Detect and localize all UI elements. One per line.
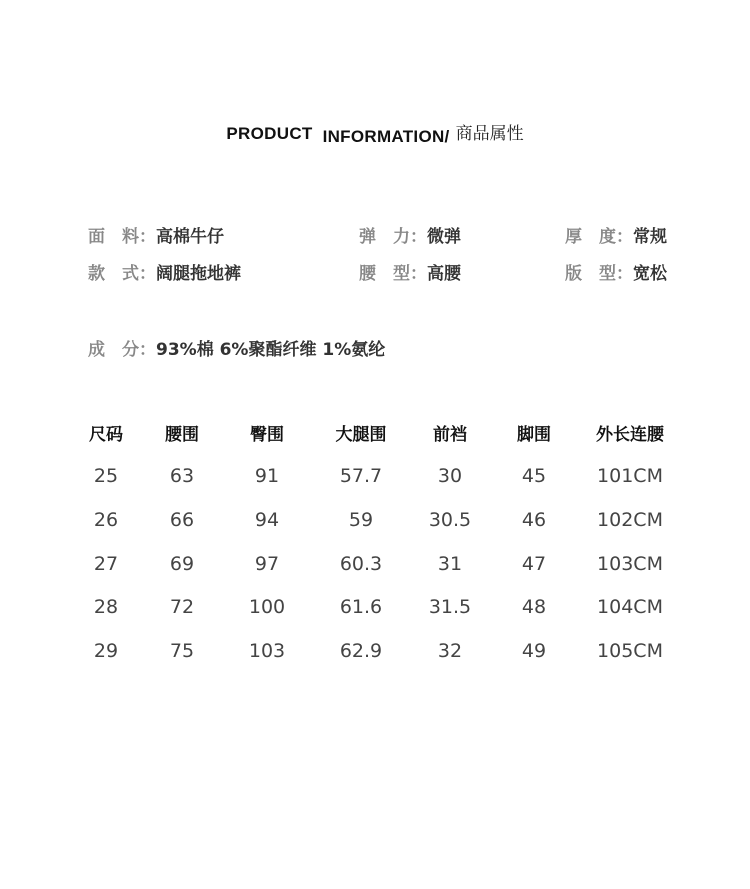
table-header-cell: 大腿围 [335, 425, 387, 445]
table-cell: 97 [254, 553, 280, 575]
table-cell: 30.5 [428, 509, 472, 531]
table-header-cell: 腰围 [165, 425, 199, 445]
table-cell: 72 [169, 596, 195, 618]
title-cn: 商品属性 [455, 124, 524, 144]
table-cell: 26 [93, 509, 119, 531]
table-cell: 28 [93, 596, 119, 618]
attr-waist-type [359, 259, 461, 284]
table-cell: 46 [521, 509, 547, 531]
table-cell: 69 [169, 553, 195, 575]
table-cell: 25 [93, 465, 119, 487]
table-cell: 61.6 [339, 596, 383, 618]
table-cell: 62.9 [339, 640, 383, 662]
attr-label: 腰 型： [359, 264, 427, 284]
attr-value: 微弹 [427, 227, 461, 247]
attr-value: 93%棉 6%聚酯纤维 1%氨纶 [156, 340, 386, 360]
table-cell: 27 [93, 553, 119, 575]
attr-value: 高棉牛仔 [156, 227, 224, 247]
attr-composition [88, 335, 385, 360]
table-cell: 91 [254, 465, 280, 487]
table-cell: 47 [521, 553, 547, 575]
attr-thickness [565, 222, 667, 247]
attr-elasticity [359, 222, 461, 247]
table-cell: 104CM [597, 596, 663, 618]
title-product: PRODUCT [226, 124, 313, 143]
table-header-cell: 臀围 [250, 425, 284, 445]
table-cell: 57.7 [339, 465, 383, 487]
table-cell: 66 [169, 509, 195, 531]
attr-label: 版 型： [565, 264, 633, 284]
table-cell: 31 [437, 553, 463, 575]
attr-label: 弹 力： [359, 227, 427, 247]
table-cell: 103CM [597, 553, 663, 575]
table-cell: 60.3 [339, 553, 383, 575]
table-header-cell: 前裆 [433, 425, 467, 445]
attr-style [88, 259, 241, 284]
page-title [0, 119, 750, 144]
table-cell: 59 [348, 509, 374, 531]
table-cell: 102CM [597, 509, 663, 531]
table-header-cell: 脚围 [517, 425, 551, 445]
table-cell: 105CM [597, 640, 663, 662]
table-cell: 75 [169, 640, 195, 662]
table-cell: 101CM [597, 465, 663, 487]
table-cell: 100 [248, 596, 286, 618]
table-header-cell: 尺码 [89, 425, 123, 445]
title-information: INFORMATION/ [322, 127, 450, 146]
attr-value: 宽松 [633, 264, 667, 284]
attr-fit [565, 259, 667, 284]
table-cell: 103 [248, 640, 286, 662]
table-cell: 48 [521, 596, 547, 618]
attr-value: 常规 [633, 227, 667, 247]
attr-label: 款 式： [88, 264, 156, 284]
table-cell: 32 [437, 640, 463, 662]
attr-label: 厚 度： [565, 227, 633, 247]
table-cell: 45 [521, 465, 547, 487]
table-cell: 63 [169, 465, 195, 487]
attr-fabric [88, 222, 224, 247]
table-cell: 30 [437, 465, 463, 487]
table-cell: 49 [521, 640, 547, 662]
attr-label: 成 分： [88, 340, 156, 360]
table-cell: 31.5 [428, 596, 472, 618]
table-cell: 94 [254, 509, 280, 531]
table-header-cell: 外长连腰 [596, 425, 664, 445]
attr-value: 阔腿拖地裤 [156, 264, 241, 284]
attr-value: 高腰 [427, 264, 461, 284]
table-cell: 29 [93, 640, 119, 662]
attr-label: 面 料： [88, 227, 156, 247]
